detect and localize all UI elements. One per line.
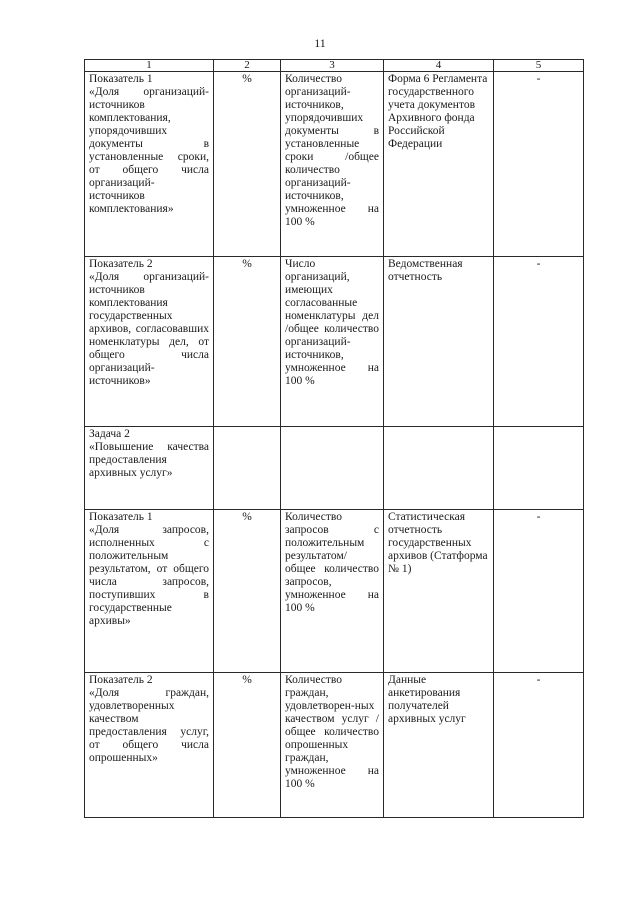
formula-cell [281,257,384,427]
note: - [536,73,541,85]
indicator-name: Показатель 2 «Доля граждан, удовлетворенных качеством предоставления услуг, от общего числа опрошенных» [89,674,209,764]
table-header-row [85,60,584,72]
unit: % [242,73,252,85]
formula: Число организаций, имеющих согласованные номенклатуры дел /общее количество организаций-источников, умноженное на 100 % [285,258,379,387]
column-header-4: 4 [384,60,494,72]
indicator-name-cell [85,673,214,818]
indicator-name: Показатель 2 «Доля организаций-источников комплектования государственных архивов, согласовавших номенклатуры дел, от общего числа организаций-источников» [89,258,209,387]
source-cell [384,257,494,427]
column-header-2: 2 [214,60,281,72]
formula: Количество запросов с положительным результатом/ общее количество запросов, умноженное на 100 % [285,511,379,614]
formula-cell [281,427,384,510]
indicator-name-cell [85,72,214,257]
unit-cell [214,257,281,427]
table-row-task [85,427,584,510]
data-source: Статистическая отчетность государственных архивов (Статформа № 1) [388,511,488,575]
page-number: 11 [314,36,326,50]
indicator-name: Показатель 1 «Доля организаций-источников комплектования, упорядочивших документы в установленные сроки, от общего числа организаций-источников комплектования» [89,73,209,215]
unit-cell [214,673,281,818]
table-row [85,673,584,818]
note: - [536,511,541,523]
column-header-5: 5 [494,60,584,72]
column-header-1: 1 [85,60,214,72]
formula-cell [281,72,384,257]
source-cell [384,673,494,818]
table-row [85,257,584,427]
table-row [85,510,584,673]
column-header-3: 3 [281,60,384,72]
indicator-name-cell [85,257,214,427]
note-cell [494,673,584,818]
unit: % [242,674,252,686]
source-cell [384,510,494,673]
unit: % [242,258,252,270]
note-cell [494,427,584,510]
unit-cell [214,510,281,673]
formula-cell [281,673,384,818]
data-source: Ведомственная отчетность [388,258,463,283]
indicator-name: Показатель 1 «Доля запросов, исполненных с положительным результатом, от общего числа запросов, поступивших в государственные архивы» [89,511,209,627]
unit-cell [214,72,281,257]
formula: Количество организаций-источников, упорядочивших документы в установленные сроки /общее количество организаций-источников, умноженное на 100 % [285,73,379,228]
data-source: Данные анкетирования получателей архивных услуг [388,674,466,725]
source-cell [384,72,494,257]
note: - [536,674,541,686]
indicator-name-cell [85,510,214,673]
note-cell [494,510,584,673]
data-source: Форма 6 Регламента государственного учета документов Архивного фонда Российской Федерации [388,73,488,150]
task-name-cell [85,427,214,510]
source-cell [384,427,494,510]
note-cell [494,257,584,427]
unit-cell [214,427,281,510]
task-name: Задача 2 «Повышение качества предоставления архивных услуг» [89,428,209,479]
table-row [85,72,584,257]
note-cell [494,72,584,257]
formula-cell [281,510,384,673]
indicators-table [84,59,584,818]
note: - [536,258,541,270]
unit: % [242,511,252,523]
formula: Количество граждан, удовлетворен-ных качеством услуг /общее количество опрошенных граждан, умноженное на 100 % [285,674,379,790]
